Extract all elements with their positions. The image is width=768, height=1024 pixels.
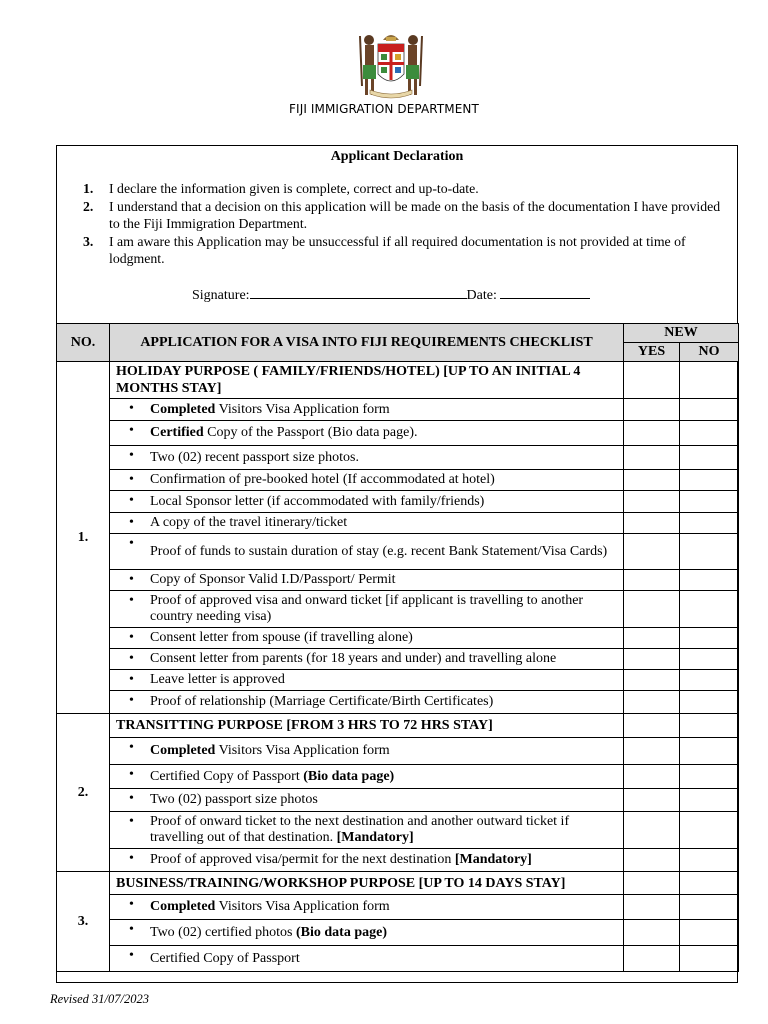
- requirement-text: Consent letter from spouse (if travelling alone): [150, 630, 413, 645]
- signature-label: Signature:: [192, 288, 250, 303]
- requirement-text: Confirmation of pre-booked hotel (If accommodated at hotel): [150, 472, 495, 487]
- table-header-row: [57, 324, 739, 343]
- requirement-item: [110, 849, 624, 872]
- col-header-no: NO: [680, 343, 739, 362]
- department-title: FIJI IMMIGRATION DEPARTMENT: [289, 102, 479, 116]
- declaration-item-number: 2.: [83, 198, 94, 214]
- requirement-row: [57, 849, 739, 872]
- checkbox-cell-no[interactable]: [680, 399, 739, 421]
- section-number: 1.: [57, 362, 110, 714]
- checkbox-cell-no[interactable]: [680, 628, 739, 649]
- requirement-text: Two (02) certified photos: [150, 924, 296, 940]
- requirement-row: [57, 649, 739, 670]
- applicant-declaration: [57, 146, 737, 323]
- checkbox-cell-no[interactable]: [680, 362, 739, 399]
- requirement-row: [57, 895, 739, 920]
- requirement-row: [57, 789, 739, 812]
- section-purpose-row: [57, 362, 739, 399]
- requirement-text: Copy of the Passport (Bio data page).: [203, 425, 418, 440]
- checkbox-cell-yes[interactable]: [624, 872, 680, 895]
- requirement-item: [110, 446, 624, 470]
- checkbox-cell-no[interactable]: [680, 591, 739, 628]
- checkbox-cell-yes[interactable]: [624, 789, 680, 812]
- requirement-text: Copy of Sponsor Valid I.D/Passport/ Permit: [150, 572, 396, 587]
- section-purpose: HOLIDAY PURPOSE ( FAMILY/FRIENDS/HOTEL) [UP TO AN INITIAL 4 MONTHS STAY]: [110, 362, 624, 399]
- checkbox-cell-no[interactable]: [680, 849, 739, 872]
- checkbox-cell-no[interactable]: [680, 872, 739, 895]
- requirement-row: [57, 920, 739, 946]
- declaration-item: [83, 233, 723, 268]
- section-purpose: BUSINESS/TRAINING/WORKSHOP PURPOSE [UP TO 14 DAYS STAY]: [110, 872, 624, 895]
- requirement-text: Visitors Visa Application form: [215, 743, 390, 758]
- requirement-text: Leave letter is approved: [150, 672, 285, 687]
- requirement-item: [110, 649, 624, 670]
- checkbox-cell-yes[interactable]: [624, 591, 680, 628]
- requirement-text: Consent letter from parents (for 18 years and under) and travelling alone: [150, 651, 557, 666]
- requirement-row: [57, 691, 739, 714]
- requirement-row: [57, 591, 739, 628]
- requirement-text: A copy of the travel itinerary/ticket: [150, 515, 348, 530]
- declaration-item: [83, 198, 723, 233]
- checkbox-cell-no[interactable]: [680, 534, 739, 570]
- col-header-yes: YES: [624, 343, 680, 362]
- declaration-list: [83, 180, 723, 268]
- declaration-title: Applicant Declaration: [330, 149, 464, 164]
- checkbox-cell-no[interactable]: [680, 789, 739, 812]
- date-field[interactable]: [500, 286, 590, 299]
- requirement-emphasis: (Bio data page): [295, 924, 387, 940]
- requirement-item: [110, 470, 624, 491]
- requirement-text: Proof of relationship (Marriage Certificate/Birth Certificates): [150, 694, 494, 709]
- checkbox-cell-yes[interactable]: [624, 849, 680, 872]
- requirement-row: [57, 670, 739, 691]
- requirement-row: [57, 399, 739, 421]
- checkbox-cell-yes[interactable]: [624, 491, 680, 513]
- requirement-item: [110, 591, 624, 628]
- requirement-text: Proof of approved visa/permit for the next destination: [150, 852, 455, 867]
- section-purpose: TRANSITTING PURPOSE [FROM 3 HRS TO 72 HRS STAY]: [110, 714, 624, 738]
- requirement-row: [57, 812, 739, 849]
- checkbox-cell-no[interactable]: [680, 946, 739, 972]
- requirement-emphasis: Completed: [150, 899, 216, 914]
- checkbox-cell-yes[interactable]: [624, 534, 680, 570]
- checkbox-cell-yes[interactable]: [624, 470, 680, 491]
- declaration-item-text: I declare the information given is complete, correct and up-to-date.: [109, 181, 479, 196]
- requirement-row: [57, 513, 739, 534]
- section-purpose-row: [57, 872, 739, 895]
- requirement-text: Proof of approved visa and onward ticket [if applicant is travelling to another country needing visa): [150, 593, 584, 624]
- requirement-emphasis: (Bio data page): [303, 768, 395, 784]
- checkbox-cell-no[interactable]: [680, 920, 739, 946]
- checkbox-cell-no[interactable]: [680, 446, 739, 470]
- requirement-item: [110, 946, 624, 972]
- requirement-text: Certified Copy of Passport: [150, 950, 300, 966]
- date-label: Date:: [466, 288, 497, 303]
- checkbox-cell-yes[interactable]: [624, 513, 680, 534]
- requirement-item: [110, 491, 624, 513]
- checkbox-cell-no[interactable]: [680, 421, 739, 446]
- checkbox-cell-yes[interactable]: [624, 691, 680, 714]
- checkbox-cell-yes[interactable]: [624, 670, 680, 691]
- checkbox-cell-yes[interactable]: [624, 446, 680, 470]
- requirement-item: [110, 628, 624, 649]
- requirement-text: Two (02) passport size photos: [150, 792, 318, 807]
- checkbox-cell-no[interactable]: [680, 513, 739, 534]
- declaration-item-number: 1.: [83, 181, 94, 196]
- signature-field[interactable]: [250, 286, 467, 299]
- checkbox-cell-no[interactable]: [680, 738, 739, 765]
- requirement-emphasis: [Mandatory]: [336, 830, 414, 845]
- requirement-item: [110, 920, 624, 946]
- checkbox-cell-yes[interactable]: [624, 714, 680, 738]
- declaration-item-text: I am aware this Application may be unsuccessful if all required documentation is not provided at time of lodgment.: [109, 233, 686, 267]
- checkbox-cell-yes[interactable]: [624, 362, 680, 399]
- signature-row: [192, 286, 590, 304]
- form-frame: [56, 145, 738, 983]
- requirement-row: [57, 421, 739, 446]
- col-header-number: NO.: [57, 324, 110, 362]
- requirement-item: [110, 765, 624, 789]
- checkbox-cell-no[interactable]: [680, 765, 739, 789]
- section-number: 3.: [57, 872, 110, 972]
- checkbox-cell-no[interactable]: [680, 895, 739, 920]
- requirement-item: [110, 895, 624, 920]
- requirement-row: [57, 738, 739, 765]
- requirement-emphasis: [Mandatory]: [454, 852, 532, 867]
- checkbox-cell-no[interactable]: [680, 570, 739, 591]
- requirement-item: [110, 399, 624, 421]
- requirement-item: [110, 812, 624, 849]
- col-header-checklist: APPLICATION FOR A VISA INTO FIJI REQUIREMENTS CHECKLIST: [110, 324, 624, 362]
- requirement-emphasis: Completed: [150, 401, 216, 417]
- checkbox-cell-no[interactable]: [680, 812, 739, 849]
- declaration-item-number: 3.: [83, 233, 94, 249]
- requirement-text: Visitors Visa Application form: [215, 401, 390, 417]
- requirement-item: [110, 670, 624, 691]
- requirement-item: [110, 691, 624, 714]
- requirement-row: [57, 446, 739, 470]
- section-purpose-row: [57, 714, 739, 738]
- requirement-emphasis: Certified: [150, 425, 204, 440]
- requirement-row: [57, 491, 739, 513]
- requirement-row: [57, 570, 739, 591]
- requirement-row: [57, 534, 739, 570]
- checkbox-cell-yes[interactable]: [624, 765, 680, 789]
- requirements-checklist-table: [56, 323, 739, 972]
- requirement-text: Visitors Visa Application form: [215, 899, 390, 914]
- checkbox-cell-yes[interactable]: [624, 812, 680, 849]
- requirement-row: [57, 628, 739, 649]
- requirement-text: Local Sponsor letter (if accommodated with family/friends): [150, 493, 485, 509]
- requirement-item: [110, 570, 624, 591]
- checkbox-cell-no[interactable]: [680, 670, 739, 691]
- checkbox-cell-yes[interactable]: [624, 570, 680, 591]
- requirement-item: [110, 421, 624, 446]
- requirement-item: [110, 534, 624, 570]
- checkbox-cell-yes[interactable]: [624, 920, 680, 946]
- revised-date: Revised 31/07/2023: [50, 992, 149, 1006]
- checkbox-cell-yes[interactable]: [624, 946, 680, 972]
- checkbox-cell-no[interactable]: [680, 470, 739, 491]
- declaration-item-text: I understand that a decision on this application will be made on the basis of the documentation I have provided to the Fiji Immigration Department.: [109, 198, 721, 232]
- requirement-item: [110, 738, 624, 765]
- requirement-row: [57, 765, 739, 789]
- checkbox-cell-yes[interactable]: [624, 421, 680, 446]
- requirement-text: Certified Copy of Passport: [150, 768, 304, 784]
- requirement-text: Proof of onward ticket to the next destination and another outward ticket if travelling out of that destination.: [150, 814, 570, 845]
- checkbox-cell-no[interactable]: [680, 491, 739, 513]
- requirement-row: [57, 946, 739, 972]
- checkbox-cell-no[interactable]: [680, 714, 739, 738]
- requirement-row: [57, 470, 739, 491]
- declaration-item: [83, 180, 723, 198]
- fiji-coat-of-arms-icon: [356, 28, 426, 100]
- checkbox-cell-yes[interactable]: [624, 399, 680, 421]
- requirement-item: [110, 789, 624, 812]
- requirement-item: [110, 513, 624, 534]
- checkbox-cell-yes[interactable]: [624, 649, 680, 670]
- requirement-text: Two (02) recent passport size photos.: [150, 449, 359, 465]
- checkbox-cell-yes[interactable]: [624, 895, 680, 920]
- section-number: 2.: [57, 714, 110, 872]
- requirement-text: Proof of funds to sustain duration of stay (e.g. recent Bank Statement/Visa Cards): [150, 543, 608, 559]
- requirement-emphasis: Completed: [150, 743, 216, 758]
- checkbox-cell-yes[interactable]: [624, 738, 680, 765]
- col-header-new: NEW: [624, 324, 739, 343]
- checkbox-cell-no[interactable]: [680, 691, 739, 714]
- checkbox-cell-no[interactable]: [680, 649, 739, 670]
- checkbox-cell-yes[interactable]: [624, 628, 680, 649]
